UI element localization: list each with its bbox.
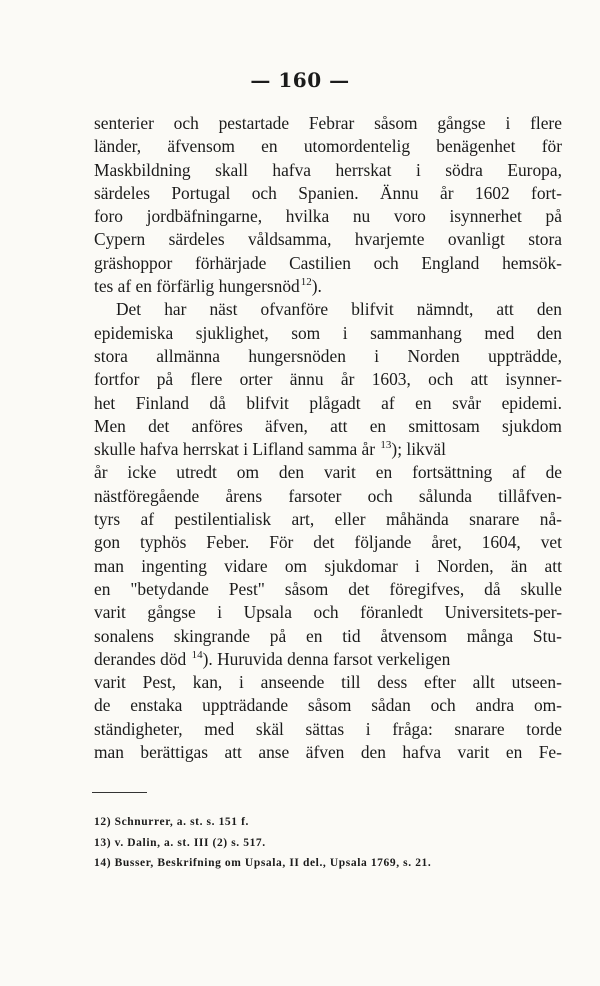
text-line — [94, 275, 562, 298]
word: skulle — [520, 578, 562, 599]
word: i — [342, 322, 348, 343]
word: Det — [116, 299, 142, 320]
word: varit — [94, 602, 126, 623]
word: Upsala — [243, 602, 292, 623]
word: För — [269, 532, 294, 553]
text-line — [94, 461, 562, 484]
word: sålunda — [418, 485, 473, 506]
word: Ännu — [379, 182, 419, 203]
word: i — [505, 113, 511, 133]
word: blifvit — [246, 392, 289, 413]
line-text: derandes död — [94, 648, 187, 669]
word: stora — [528, 229, 562, 250]
word: skäl — [255, 718, 284, 739]
word: fort- — [531, 182, 562, 203]
word: tyrs — [94, 509, 121, 530]
word: snarare — [469, 509, 520, 530]
word: sjukdom — [502, 415, 562, 436]
text-line — [94, 182, 562, 205]
text-line — [94, 578, 562, 601]
word: länder, — [94, 136, 142, 157]
word: i — [217, 602, 223, 623]
word: ännu — [289, 369, 324, 390]
word: den — [360, 742, 386, 763]
word: England — [421, 252, 480, 273]
word: af — [381, 392, 395, 413]
text-line — [94, 531, 562, 554]
word: äfven — [305, 742, 345, 763]
word: föregifves, — [389, 578, 465, 599]
text-line — [94, 345, 562, 368]
word: ständigheter, — [94, 718, 183, 739]
word: uppträdande — [202, 695, 289, 716]
word: Stu- — [532, 625, 562, 646]
word: ofvanföre — [260, 299, 329, 320]
word: en — [375, 462, 393, 483]
word: Febrar — [308, 113, 355, 133]
word: Portugal — [171, 182, 231, 203]
word: den — [536, 322, 562, 343]
word: fortfor — [94, 369, 140, 390]
word: ovanligt — [447, 229, 505, 250]
word: att — [544, 555, 562, 576]
text-line — [94, 485, 562, 508]
word: följande — [354, 532, 412, 553]
word: och — [373, 252, 399, 273]
word: vidare — [224, 555, 268, 576]
word: torde — [526, 718, 562, 739]
word: allmänna — [156, 345, 220, 366]
word: Universitets-per- — [444, 602, 562, 623]
word: den — [278, 462, 305, 483]
word: en — [305, 625, 323, 646]
footnote-ref: 14 — [191, 648, 203, 661]
word: orter — [239, 369, 273, 390]
word: om — [284, 555, 308, 576]
word: varit — [94, 672, 126, 693]
footnote-ref: 12 — [300, 276, 312, 289]
word: en — [369, 415, 387, 436]
word: flere — [530, 113, 562, 133]
word: Cypern — [94, 229, 146, 250]
text-line — [94, 741, 562, 764]
word: än — [510, 555, 528, 576]
word: gångse — [147, 602, 196, 623]
word: sjukdomar — [324, 555, 398, 576]
word: de — [94, 695, 111, 716]
word: sådan — [371, 695, 411, 716]
footnote-ref: 13 — [380, 439, 392, 452]
word: som — [291, 322, 321, 343]
word: gon — [94, 532, 121, 553]
word: berättigas — [140, 742, 209, 763]
word: året, — [431, 532, 462, 553]
word: på — [545, 206, 562, 227]
word: plågadt — [309, 392, 361, 413]
word: "betydande — [130, 578, 209, 599]
word: då — [484, 578, 501, 599]
word: het — [94, 392, 116, 413]
word: vet — [540, 532, 562, 553]
word: art, — [291, 509, 315, 530]
word: och — [251, 182, 277, 203]
word: Maskbildning — [94, 159, 191, 180]
word: i — [415, 555, 420, 576]
word: 1604, — [481, 532, 521, 553]
text-line — [94, 508, 562, 531]
word: flere — [190, 369, 223, 390]
line-text: ). Huruvida denna farsot verkeligen — [202, 648, 451, 669]
text-line — [94, 601, 562, 624]
text-line — [94, 159, 562, 182]
word: hungersnöden — [248, 345, 346, 366]
word: Finland — [135, 392, 189, 413]
word: våldsamma, — [247, 229, 332, 250]
word: södra — [445, 159, 483, 180]
word: hafva — [402, 742, 442, 763]
word: i — [365, 718, 371, 739]
word: i — [415, 159, 421, 180]
text-line — [94, 135, 562, 158]
word: att — [224, 742, 242, 763]
text-line — [94, 298, 562, 321]
word: att — [496, 299, 514, 320]
line-text — [94, 275, 322, 298]
text-line — [94, 694, 562, 717]
word: på — [269, 625, 287, 646]
text-line — [94, 671, 562, 694]
word: fråga: — [392, 718, 433, 739]
word: Norden, — [437, 555, 494, 576]
word: det — [348, 578, 370, 599]
word: såsom — [284, 578, 329, 599]
word: att — [330, 415, 348, 436]
word: sammanhang — [370, 322, 462, 343]
word: att — [470, 369, 488, 390]
page-number: — 160 — — [250, 68, 350, 92]
word: Men — [94, 415, 126, 436]
word: årens — [225, 485, 263, 506]
word: såsom — [307, 695, 352, 716]
word: då — [209, 392, 226, 413]
word: voro — [393, 206, 426, 227]
text-line — [94, 368, 562, 391]
word: har — [164, 299, 187, 320]
word: Feber. — [206, 532, 250, 553]
word: andra — [475, 695, 515, 716]
word: man — [94, 555, 124, 576]
word: de — [545, 462, 562, 483]
word: nämndt, — [416, 299, 474, 320]
word: hvarjemte — [354, 229, 425, 250]
word: många — [466, 625, 514, 646]
word: varit — [457, 742, 490, 763]
word: enstaka — [130, 695, 183, 716]
line-text — [94, 648, 450, 671]
line-text: ). — [311, 276, 322, 297]
word: kan, — [192, 672, 223, 693]
word: anse — [258, 742, 290, 763]
word: år — [94, 462, 108, 483]
word: 1602 — [474, 182, 510, 203]
word: ingenting — [141, 555, 207, 576]
word: benägenhet — [436, 136, 516, 157]
word: jordbäfningarne, — [146, 206, 263, 227]
word: år — [340, 369, 355, 390]
word: gångse — [437, 113, 486, 133]
word: typhös — [140, 532, 187, 553]
word: och — [430, 695, 456, 716]
text-line — [94, 648, 562, 671]
word: herrskat — [335, 159, 392, 180]
word: och — [313, 602, 339, 623]
word: äfvensom — [167, 136, 235, 157]
word: näst — [209, 299, 238, 320]
word: hafva — [272, 159, 312, 180]
word: tid — [342, 625, 361, 646]
text-line — [94, 252, 562, 275]
word: skingrande — [173, 625, 250, 646]
text-line — [94, 625, 562, 648]
word: smittosam — [408, 415, 480, 436]
line-text — [94, 438, 446, 461]
word: epidemiska — [94, 322, 174, 343]
word: om — [236, 462, 260, 483]
word: till — [341, 672, 361, 693]
word: sättas — [305, 718, 345, 739]
word: och — [367, 485, 393, 506]
word: en — [261, 136, 278, 157]
word: af — [512, 462, 526, 483]
word: den — [536, 299, 562, 320]
body-text — [94, 112, 562, 764]
word: Castilien — [289, 252, 351, 273]
line-text: tes af en förfärlig hungersnöd — [94, 276, 300, 297]
word: och — [428, 369, 454, 390]
footnote: 12) Schnurrer, a. st. s. 151 f. — [94, 816, 250, 828]
word: och — [173, 113, 199, 133]
word: utredt — [176, 462, 217, 483]
word: Spanien. — [298, 182, 359, 203]
word: pestartade — [218, 113, 290, 133]
word: sonalens — [94, 625, 154, 646]
text-line — [94, 415, 562, 438]
word: eller — [334, 509, 366, 530]
word: isynner- — [505, 369, 562, 390]
text-line — [94, 718, 562, 741]
word: en — [415, 392, 432, 413]
word: foro — [94, 206, 123, 227]
word: hemsök- — [502, 252, 562, 273]
word: måhända — [385, 509, 449, 530]
word: allt — [472, 672, 495, 693]
word: utseen- — [511, 672, 562, 693]
word: särdeles — [168, 229, 225, 250]
word: anföres — [191, 415, 243, 436]
word: i — [239, 672, 244, 693]
word: utomordentelig — [303, 136, 411, 157]
text-line — [94, 228, 562, 251]
word: senterier — [94, 113, 154, 133]
word: farsoter — [288, 485, 342, 506]
word: stora — [94, 345, 128, 366]
word: det — [148, 415, 170, 436]
footnotes — [94, 812, 562, 874]
word: med — [484, 322, 515, 343]
word: förhärjade — [194, 252, 267, 273]
word: nå- — [539, 509, 562, 530]
word: blifvit — [351, 299, 394, 320]
text-line — [94, 438, 562, 461]
word: såsom — [374, 113, 418, 133]
word: det — [313, 532, 335, 553]
word: Fe- — [538, 742, 562, 763]
word: sjuklighet, — [195, 322, 269, 343]
word: särdeles — [94, 182, 151, 203]
word: Norden — [407, 345, 460, 366]
word: anseende — [260, 672, 325, 693]
word: tillåfven- — [498, 485, 562, 506]
word: 1603, — [371, 369, 411, 390]
word: man — [94, 742, 124, 763]
word: isynnerhet — [449, 206, 522, 227]
text-line — [94, 205, 562, 228]
word: pestilentialisk — [174, 509, 272, 530]
word: skall — [215, 159, 248, 180]
word: nu — [352, 206, 371, 227]
word: åtvensom — [380, 625, 447, 646]
word: uppträdde, — [488, 345, 562, 366]
word: gräshoppor — [94, 252, 173, 273]
line-text: skulle hafva herrskat i Lifland samma år — [94, 439, 376, 460]
word: varit — [323, 462, 356, 483]
footnote-separator — [92, 792, 147, 793]
word: icke — [127, 462, 157, 483]
word: nästföregående — [94, 485, 200, 506]
footnote: 13) v. Dalin, a. st. III (2) s. 517. — [94, 836, 266, 849]
word: dess — [377, 672, 408, 693]
word: år — [439, 182, 454, 203]
word: äfven, — [264, 415, 308, 436]
word: Pest, — [142, 672, 176, 693]
word: föranledt — [360, 602, 423, 623]
word: för — [541, 136, 562, 157]
word: en — [94, 578, 111, 599]
word: af — [140, 509, 155, 530]
word: svår — [452, 392, 482, 413]
text-line — [94, 322, 562, 345]
word: en — [505, 742, 523, 763]
word: Europa, — [507, 159, 562, 180]
footnote: 14) Busser, Beskrifning om Upsala, II del., Upsala 1769, s. 21. — [94, 857, 432, 869]
word: med — [204, 718, 235, 739]
word: fortsättning — [412, 462, 493, 483]
word: efter — [424, 672, 456, 693]
text-line — [94, 555, 562, 578]
word: hvilka — [285, 206, 330, 227]
word: i — [374, 345, 380, 366]
text-line — [94, 112, 562, 135]
word: om- — [533, 695, 562, 716]
line-text: ); likväl — [391, 439, 446, 460]
word: snarare — [454, 718, 505, 739]
word: epidemi. — [501, 392, 562, 413]
word: på — [156, 369, 174, 390]
word: Pest" — [228, 578, 265, 599]
text-line — [94, 392, 562, 415]
